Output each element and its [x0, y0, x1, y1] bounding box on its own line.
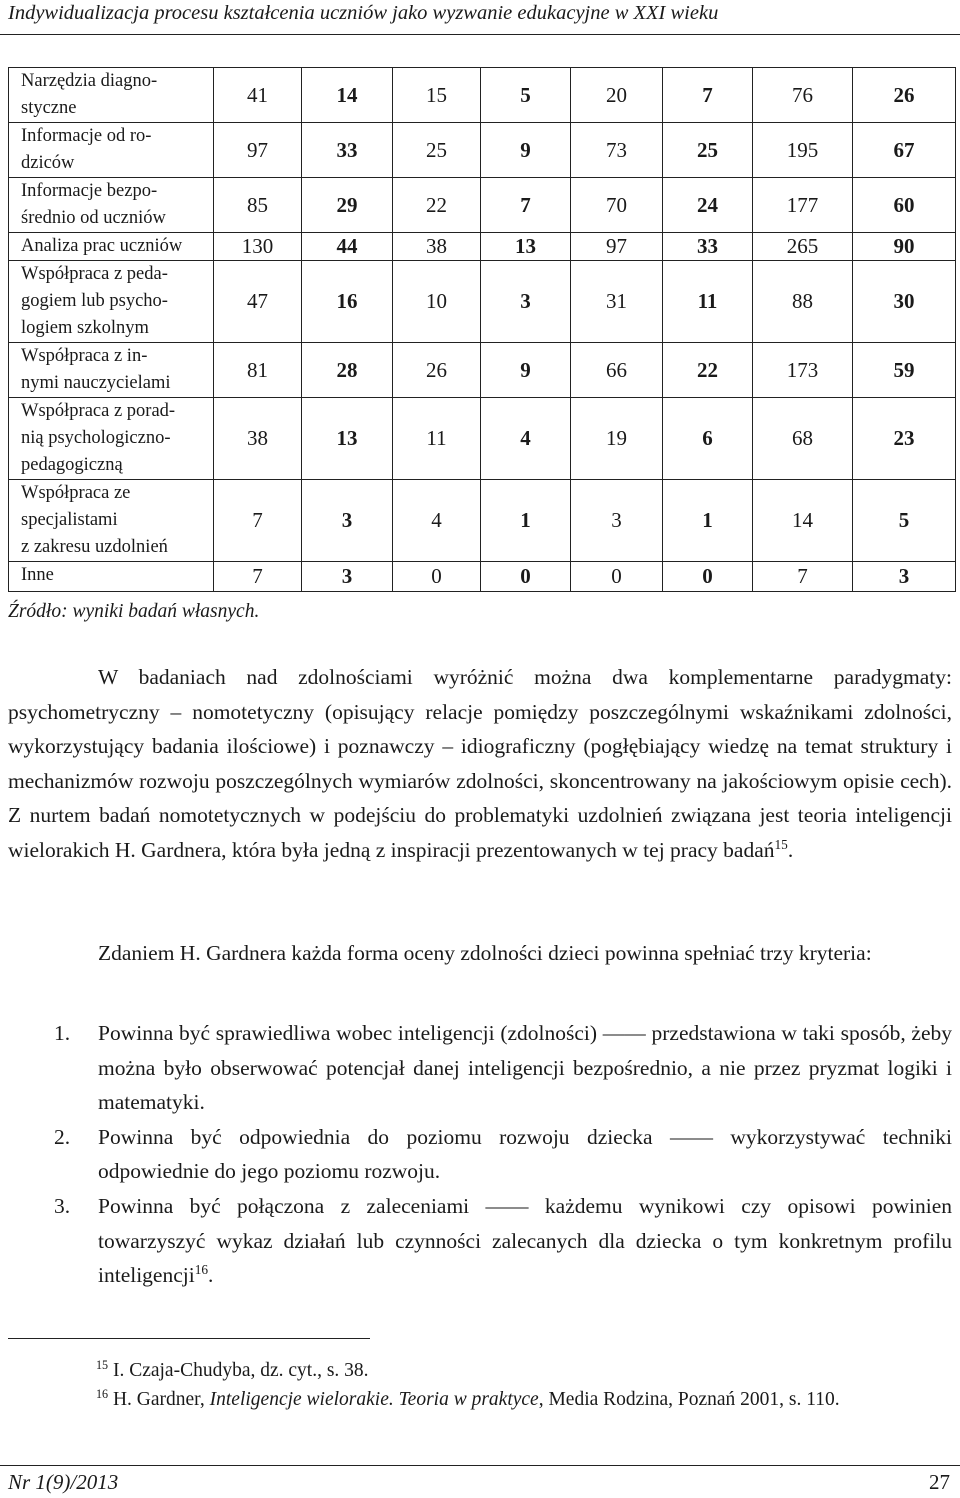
table-cell: 0	[393, 562, 481, 592]
table-cell: 7	[214, 562, 302, 592]
footnote-ref: 16	[194, 1262, 209, 1278]
table-row	[9, 343, 956, 398]
table-row	[9, 261, 956, 343]
table-cell: 26	[393, 343, 481, 398]
table-cell: 11	[663, 261, 753, 343]
header-rule	[0, 34, 960, 35]
row-label	[9, 398, 214, 480]
row-label-line: Współpraca z porad-	[21, 401, 176, 421]
criteria-list	[8, 1016, 952, 1293]
table-cell: 97	[571, 233, 663, 261]
table-cell: 5	[481, 68, 571, 123]
row-label-line: Współpraca z peda-	[21, 264, 168, 284]
footer-rule	[0, 1465, 960, 1466]
table-cell: 23	[853, 398, 956, 480]
list-item	[8, 1189, 952, 1293]
table-cell: 88	[753, 261, 853, 343]
row-label	[9, 480, 214, 562]
table-cell: 0	[481, 562, 571, 592]
table-cell: 68	[753, 398, 853, 480]
table-cell: 14	[753, 480, 853, 562]
row-label-line: Analiza prac uczniów	[21, 236, 183, 256]
table-cell: 20	[571, 68, 663, 123]
table-cell: 38	[214, 398, 302, 480]
table-cell: 5	[853, 480, 956, 562]
table-cell: 13	[481, 233, 571, 261]
table-cell: 90	[853, 233, 956, 261]
table-cell: 13	[302, 398, 393, 480]
list-text: Powinna być odpowiednia do poziomu rozwoju dziecka —— wykorzystywać techniki odpowiednie do jego poziomu rozwoju.	[98, 1124, 952, 1184]
table-cell: 10	[393, 261, 481, 343]
row-label	[9, 178, 214, 233]
table-cell: 22	[663, 343, 753, 398]
row-label-line: Współpraca z in-	[21, 346, 148, 366]
table-cell: 19	[571, 398, 663, 480]
footnote-rule	[8, 1338, 370, 1339]
table-cell: 67	[853, 123, 956, 178]
page-number: 27	[929, 1470, 950, 1494]
table-row	[9, 68, 956, 123]
table-cell: 30	[853, 261, 956, 343]
table-cell: 1	[663, 480, 753, 562]
table-cell: 70	[571, 178, 663, 233]
table-cell: 28	[302, 343, 393, 398]
table-cell: 25	[663, 123, 753, 178]
table-cell: 7	[663, 68, 753, 123]
table-cell: 9	[481, 123, 571, 178]
row-label-line: z zakresu uzdolnień	[21, 537, 168, 557]
table-cell: 130	[214, 233, 302, 261]
table-cell: 11	[393, 398, 481, 480]
table-row	[9, 123, 956, 178]
row-label	[9, 343, 214, 398]
table-cell: 3	[571, 480, 663, 562]
table-cell: 81	[214, 343, 302, 398]
row-label-line: specjalistami	[21, 510, 118, 530]
list-text: Powinna być sprawiedliwa wobec inteligencji (zdolności) —— przedstawiona w taki sposób, żeby można było obserwować potencjał danej inteligencji bezpośrednio, a nie przez pryzmat logiki i matematyki.	[98, 1021, 952, 1115]
list-text: Powinna być połączona z zaleceniami —— każdemu wynikowi czy opisowi powinien towarzyszyć wykaz działań lub czynności zalecanych dla dziecka o tym konkretnym profilu inteligencji	[98, 1193, 952, 1288]
table-cell: 26	[853, 68, 956, 123]
table-cell: 6	[663, 398, 753, 480]
row-label-line: gogiem lub psycho-	[21, 291, 168, 311]
row-label-line: Współpraca ze	[21, 483, 131, 503]
list-number: 1.	[54, 1021, 71, 1045]
row-label-line: dziców	[21, 153, 75, 173]
table-cell: 97	[214, 123, 302, 178]
list-item	[8, 1016, 952, 1120]
table-cell: 177	[753, 178, 853, 233]
row-label-line: styczne	[21, 98, 77, 118]
issue-number: Nr 1(9)/2013	[8, 1470, 119, 1494]
table-cell: 9	[481, 343, 571, 398]
row-label-line: Informacje od ro-	[21, 126, 152, 146]
list-number: 3.	[54, 1193, 71, 1218]
table-cell: 195	[753, 123, 853, 178]
list-item	[8, 1120, 952, 1189]
row-label-line: pedagogiczną	[21, 455, 123, 475]
table-cell: 1	[481, 480, 571, 562]
table-row	[9, 562, 956, 592]
table-cell: 33	[663, 233, 753, 261]
table-cell: 3	[302, 562, 393, 592]
footnote: $^{16}$ H. Gardner, Inteligencje wielorakie. Teoria w praktyce, Media Rodzina, Poznań 2001, s. 110.	[96, 1386, 840, 1410]
table-cell: 29	[302, 178, 393, 233]
table-cell: 15	[393, 68, 481, 123]
table-cell: 7	[753, 562, 853, 592]
row-label-line: Informacje bezpo-	[21, 181, 158, 201]
table-cell: 73	[571, 123, 663, 178]
row-label-line: nią psychologiczno-	[21, 428, 171, 448]
results-table	[8, 67, 956, 592]
row-label	[9, 68, 214, 123]
row-label-line: średnio od uczniów	[21, 208, 166, 228]
table-cell: 85	[214, 178, 302, 233]
row-label	[9, 562, 214, 592]
table-cell: 173	[753, 343, 853, 398]
table-cell: 0	[663, 562, 753, 592]
paragraph: Zdaniem H. Gardnera każda forma oceny zdolności dzieci powinna spełniać trzy kryteria:	[98, 941, 872, 965]
row-label-line: logiem szkolnym	[21, 318, 149, 338]
row-label-line: Inne	[21, 565, 54, 585]
table-cell: 31	[571, 261, 663, 343]
table-cell: 24	[663, 178, 753, 233]
row-label-line: Narzędzia diagno-	[21, 71, 158, 91]
footnote-ref: 15	[774, 836, 788, 852]
table-cell: 33	[302, 123, 393, 178]
table-cell: 66	[571, 343, 663, 398]
footnote: $^{15}$ I. Czaja-Chudyba, dz. cyt., s. 38.	[96, 1357, 369, 1381]
table-cell: 14	[302, 68, 393, 123]
table-cell: 4	[481, 398, 571, 480]
running-header: Indywidualizacja procesu kształcenia uczniów jako wyzwanie edukacyjne w XXI wieku	[8, 2, 719, 24]
table-cell: 3	[302, 480, 393, 562]
table-cell: 22	[393, 178, 481, 233]
table-cell: 7	[481, 178, 571, 233]
table-row	[9, 480, 956, 562]
table-row	[9, 178, 956, 233]
table-cell: 47	[214, 261, 302, 343]
table-source: Źródło: wyniki badań własnych.	[8, 601, 260, 622]
table-cell: 3	[481, 261, 571, 343]
table-cell: 4	[393, 480, 481, 562]
table-cell: 0	[571, 562, 663, 592]
table-cell: 7	[214, 480, 302, 562]
table-cell: 16	[302, 261, 393, 343]
row-label	[9, 123, 214, 178]
table-cell: 3	[853, 562, 956, 592]
table-cell: 265	[753, 233, 853, 261]
table-cell: 25	[393, 123, 481, 178]
table-row	[9, 233, 956, 261]
table-cell: 59	[853, 343, 956, 398]
table-cell: 60	[853, 178, 956, 233]
table-cell: 44	[302, 233, 393, 261]
list-text-end: .	[208, 1263, 214, 1288]
list-number: 2.	[54, 1124, 71, 1149]
row-label-line: nymi nauczycielami	[21, 373, 171, 393]
table-row	[9, 398, 956, 480]
table-cell: 38	[393, 233, 481, 261]
table-cell: 76	[753, 68, 853, 123]
row-label	[9, 261, 214, 343]
table-cell: 41	[214, 68, 302, 123]
paragraph: W badaniach nad zdolnościami wyróżnić można dwa komplementarne paradygmaty: psychometryczny – nomotetyczny (opisujący relacje pomiędzy poszczególnymi wskaźnikami zdolności, wykorzystujący badania ilościowe) i poznawczy – idiograficzny (pogłębiający wiedzę na temat struktury i mechanizmów rozwoju poszczególnych wymiarów zdolności, skoncentrowany na jakościowym opisie cech). Z nurtem badań nomotetycznych w podejściu do problematyki uzdolnień związana jest teoria inteligencji wielorakich H. Gardnera, która była jedną z inspiracji prezentowanych w tej pracy badań$^{15}$.	[8, 665, 952, 862]
row-label	[9, 233, 214, 261]
